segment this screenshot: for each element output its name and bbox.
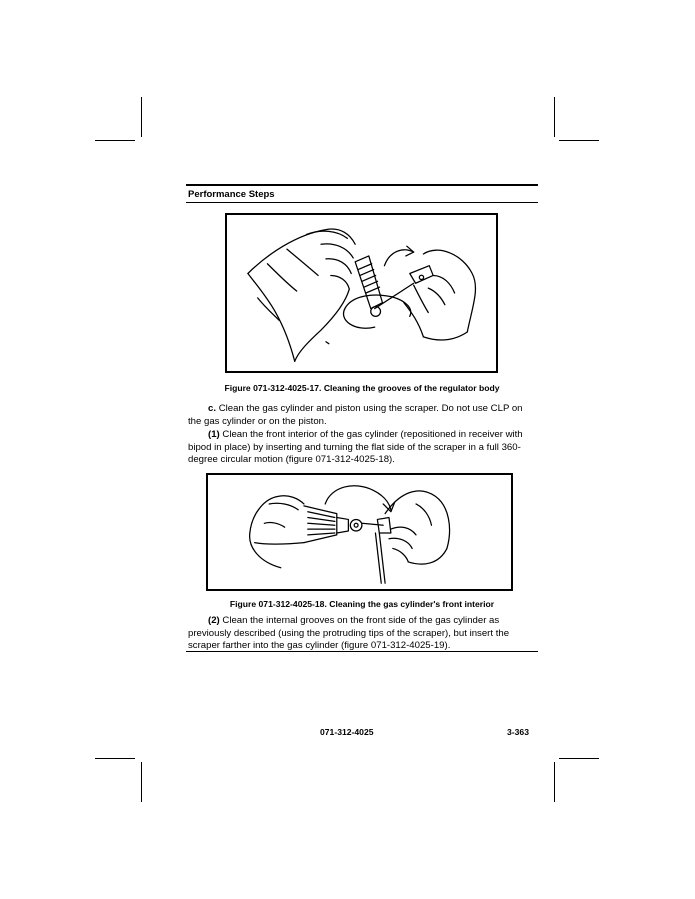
footer-task-number: 071-312-4025: [320, 727, 374, 737]
step-text: Clean the gas cylinder and piston using the scraper. Do not use CLP on the gas cylinder or on the piston.: [188, 403, 523, 427]
step-marker: (2): [208, 615, 220, 626]
crop-mark-bottom-left-horizontal: [95, 758, 135, 759]
figure-regulator-cleaning: [225, 213, 498, 373]
step-text: Clean the front interior of the gas cylinder (repositioned in receiver with bipod in place) by inserting and turning the flat side of the scraper in a full 360-degree circular motion (figure 071-312-4025-18).: [188, 429, 523, 465]
section-header: [186, 184, 538, 203]
step-text: Clean the internal grooves on the front side of the gas cylinder as previously described (using the protruding tips of the scraper), but insert the scraper farther into the gas cylinder (figure 071-312-4025-19).: [188, 615, 510, 651]
section-title: Performance Steps: [188, 189, 275, 200]
crop-mark-top-right-horizontal: [559, 140, 599, 141]
crop-mark-top-right-vertical: [554, 97, 555, 137]
crop-mark-bottom-left-vertical: [141, 762, 142, 802]
crop-mark-top-left-vertical: [141, 97, 142, 137]
crop-mark-bottom-right-vertical: [554, 762, 555, 802]
step-c-paragraph: [188, 403, 538, 428]
step-marker: c.: [208, 403, 217, 414]
step-1-paragraph: [188, 429, 538, 467]
section-bottom-rule: [186, 651, 538, 652]
figure-gas-cylinder-cleaning: [206, 473, 513, 591]
hands-cleaning-regulator-illustration: [227, 215, 496, 371]
crop-mark-top-left-horizontal: [95, 140, 135, 141]
figure-caption: Figure 071-312-4025-18. Cleaning the gas cylinder's front interior: [229, 599, 495, 609]
hands-cleaning-gas-cylinder-illustration: [208, 475, 511, 589]
step-marker: (1): [208, 429, 220, 440]
crop-mark-bottom-right-horizontal: [559, 758, 599, 759]
step-2-paragraph: [188, 615, 538, 653]
figure-caption: Figure 071-312-4025-17. Cleaning the grooves of the regulator body: [224, 383, 500, 393]
footer-page-number: 3-363: [507, 727, 529, 737]
